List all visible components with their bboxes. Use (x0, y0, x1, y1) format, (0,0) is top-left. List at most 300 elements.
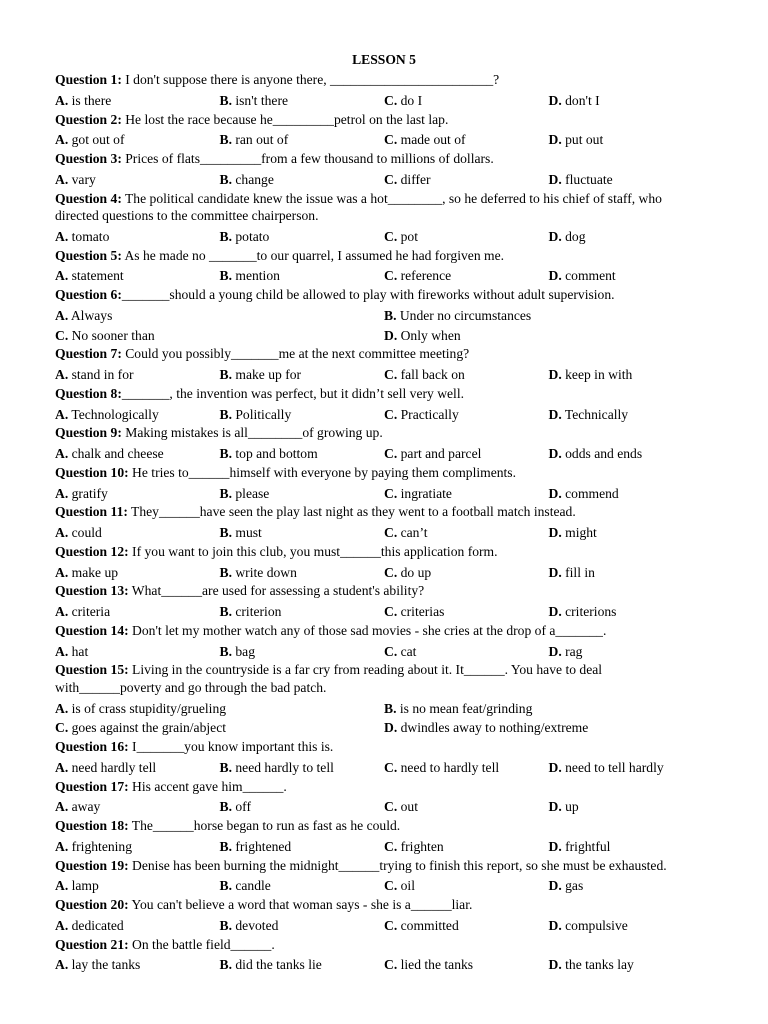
option-text: isn't there (231, 92, 289, 108)
option-text: lied the tanks (397, 957, 474, 973)
question-text: I_______you know important this is. (128, 739, 334, 754)
option-text: tomato (68, 228, 110, 244)
option-text: need to hardly tell (397, 759, 500, 775)
option-text: compulsive (561, 917, 628, 933)
options-row (55, 484, 698, 504)
option-letter: C. (384, 759, 398, 775)
question-text: What______are used for assessing a student's ability? (128, 583, 425, 599)
answer-option (549, 955, 714, 975)
question-stem (55, 247, 698, 267)
options-row (55, 955, 698, 975)
question-block (55, 150, 698, 190)
answer-option (384, 837, 549, 857)
question-text: You can't believe a word that woman says - she is a______liar. (128, 897, 473, 912)
option-letter: D. (548, 604, 562, 619)
answer-option (549, 837, 714, 857)
answer-option (549, 797, 714, 817)
answer-option (55, 602, 220, 622)
question-number: Question 6: (55, 287, 122, 302)
answer-option (220, 758, 385, 778)
answer-option (549, 642, 714, 662)
options-row (55, 797, 698, 817)
question-number: Question 17: (55, 778, 129, 794)
question-block (55, 817, 698, 857)
answer-option (384, 405, 549, 425)
option-letter: B. (219, 406, 232, 422)
option-text: change (231, 171, 274, 187)
answer-option (55, 444, 220, 464)
option-text: candle (231, 878, 271, 894)
option-letter: A. (55, 525, 69, 540)
answer-option (55, 916, 220, 936)
options-row (55, 306, 698, 326)
option-letter: B. (219, 268, 232, 284)
option-text: made out of (397, 132, 466, 148)
option-letter: D. (548, 799, 562, 815)
answer-option (549, 266, 714, 286)
option-text: fall back on (397, 367, 465, 382)
question-stem (55, 622, 698, 642)
question-stem (55, 936, 698, 956)
answer-option (220, 170, 385, 190)
options-row (55, 523, 698, 543)
answer-option (220, 405, 385, 425)
option-letter: A. (55, 643, 69, 659)
option-text: Under no circumstances (396, 307, 532, 323)
option-letter: C. (384, 838, 398, 854)
options-row (55, 91, 698, 111)
question-block (55, 247, 698, 287)
answer-option (220, 365, 385, 385)
option-text: oil (397, 878, 415, 894)
question-text: The political candidate knew the issue was a hot________, so he deferred to his chief of staff, who directed questions to the committee chairperson. (55, 190, 662, 223)
answer-option (384, 718, 713, 738)
answer-option (384, 306, 713, 326)
answer-option (220, 484, 385, 504)
answer-option (55, 484, 220, 504)
answer-option (220, 916, 385, 936)
option-text: rag (561, 643, 583, 659)
options-row (55, 837, 698, 857)
option-text: is there (68, 92, 112, 108)
answer-option (384, 444, 549, 464)
option-text: write down (231, 564, 297, 580)
option-letter: A. (55, 485, 69, 501)
question-text: I don't suppose there is anyone there, ________________________? (121, 72, 500, 87)
option-letter: C. (384, 171, 398, 187)
question-block (55, 424, 698, 464)
question-number: Question 20: (55, 897, 129, 912)
option-letter: D. (548, 564, 562, 580)
question-stem (55, 385, 698, 405)
options-row (55, 563, 698, 583)
answer-option (549, 227, 714, 247)
answer-option (384, 602, 549, 622)
option-letter: B. (219, 878, 232, 894)
option-text: potato (231, 228, 270, 244)
question-number: Question 1: (55, 72, 122, 87)
options-row (55, 365, 698, 385)
answer-option (384, 91, 549, 111)
option-letter: B. (384, 700, 397, 716)
option-letter: C. (384, 367, 398, 382)
options-row (55, 170, 698, 190)
option-letter: C. (384, 643, 398, 659)
answer-option (55, 405, 220, 425)
option-text: gas (561, 878, 584, 894)
answer-option (549, 484, 714, 504)
answer-option (55, 91, 220, 111)
question-block (55, 503, 698, 543)
option-letter: C. (384, 878, 398, 894)
options-row (55, 130, 698, 150)
options-row (55, 642, 698, 662)
answer-option (549, 758, 714, 778)
option-letter: C. (384, 92, 398, 108)
option-text: do I (397, 92, 423, 108)
option-text: fluctuate (561, 171, 613, 187)
option-letter: D. (548, 917, 562, 933)
answer-option (220, 837, 385, 857)
question-block (55, 936, 698, 976)
answer-option (384, 326, 713, 346)
option-letter: A. (55, 957, 69, 973)
option-letter: B. (219, 604, 232, 619)
question-block (55, 543, 698, 583)
option-text: frightening (68, 838, 133, 854)
question-stem (55, 464, 698, 484)
option-text: need to tell hardly (561, 759, 664, 775)
answer-option (384, 266, 549, 286)
answer-option (55, 266, 220, 286)
option-letter: B. (219, 799, 232, 815)
option-text: is of crass stupidity/grueling (68, 700, 227, 716)
question-text: Could you possibly_______me at the next committee meeting? (121, 346, 470, 362)
answer-option (220, 876, 385, 896)
option-letter: C. (384, 957, 398, 973)
question-number: Question 21: (55, 936, 129, 952)
question-block (55, 582, 698, 622)
option-letter: C. (384, 917, 398, 933)
option-text: lay the tanks (68, 957, 141, 973)
question-stem (55, 543, 698, 563)
option-text: top and bottom (231, 446, 318, 461)
option-text: pot (397, 228, 418, 244)
option-letter: B. (219, 367, 232, 382)
option-text: away (68, 799, 101, 815)
answer-option (55, 642, 220, 662)
option-text: Technologically (68, 406, 159, 422)
option-text: fill in (561, 564, 595, 580)
question-stem (55, 71, 698, 91)
option-letter: C. (384, 268, 398, 284)
question-text: If you want to join this club, you must______this application form. (128, 543, 498, 559)
option-text: Politically (231, 406, 292, 422)
option-text: Only when (397, 327, 461, 343)
question-text: On the battle field______. (128, 936, 275, 952)
option-letter: C. (384, 228, 398, 244)
answer-option (220, 523, 385, 543)
option-text: comment (561, 268, 616, 284)
question-block (55, 661, 698, 738)
option-text: off (231, 799, 251, 815)
question-stem (55, 857, 698, 877)
answer-option (549, 916, 714, 936)
option-text: must (231, 525, 262, 540)
option-letter: C. (55, 327, 69, 343)
option-text: make up (68, 564, 119, 580)
option-text: stand in for (68, 367, 134, 382)
answer-option (55, 797, 220, 817)
option-letter: A. (55, 700, 69, 716)
answer-option (549, 523, 714, 543)
question-block (55, 738, 698, 778)
question-text: _______should a young child be allowed to play with fireworks without adult supervision. (121, 287, 615, 302)
option-text: No sooner than (68, 327, 155, 343)
options-row (55, 266, 698, 286)
question-block (55, 111, 698, 151)
question-text: Prices of flats_________from a few thousand to millions of dollars. (121, 151, 494, 166)
option-letter: D. (548, 643, 562, 659)
option-letter: D. (548, 228, 562, 244)
answer-option (384, 955, 549, 975)
option-letter: B. (219, 759, 232, 775)
option-text: might (561, 525, 597, 540)
option-letter: C. (384, 525, 398, 540)
option-text: dedicated (68, 917, 124, 933)
answer-option (55, 365, 220, 385)
question-number: Question 9: (55, 425, 122, 441)
option-letter: D. (548, 268, 562, 284)
answer-option (549, 405, 714, 425)
answer-option (55, 955, 220, 975)
options-row (55, 444, 698, 464)
option-letter: A. (55, 917, 69, 933)
answer-option (220, 227, 385, 247)
option-text: cat (397, 643, 417, 659)
option-text: hat (68, 643, 89, 659)
answer-option (55, 876, 220, 896)
option-text: criteria (68, 604, 111, 619)
option-text: please (231, 485, 270, 501)
option-text: put out (561, 132, 604, 148)
question-text: Don't let my mother watch any of those sad movies - she cries at the drop of a_______. (128, 622, 607, 638)
option-text: chalk and cheese (68, 446, 164, 461)
question-text: Making mistakes is all________of growing up. (121, 425, 383, 441)
answer-option (384, 227, 549, 247)
option-letter: B. (219, 132, 232, 148)
option-letter: B. (219, 228, 232, 244)
question-block (55, 286, 698, 345)
options-row (55, 758, 698, 778)
option-letter: A. (55, 604, 69, 619)
options-row (55, 876, 698, 896)
option-text: differ (397, 171, 431, 187)
answer-option (220, 955, 385, 975)
option-text: odds and ends (561, 446, 643, 461)
option-text: the tanks lay (561, 957, 634, 973)
answer-option (55, 130, 220, 150)
option-letter: D. (548, 838, 562, 854)
answer-option (220, 130, 385, 150)
question-text: They______have seen the play last night as they went to a football match instead. (127, 504, 576, 520)
question-text: _______, the invention was perfect, but it didn’t sell very well. (121, 385, 465, 401)
option-letter: C. (384, 485, 398, 501)
question-stem (55, 738, 698, 758)
question-text: The______horse began to run as fast as he could. (128, 818, 401, 833)
option-letter: A. (55, 367, 69, 382)
question-number: Question 13: (55, 583, 129, 599)
question-block (55, 857, 698, 897)
answer-option (549, 91, 714, 111)
option-text: gratify (68, 485, 108, 501)
option-text: lamp (68, 878, 99, 894)
option-letter: A. (55, 307, 69, 323)
option-letter: B. (219, 957, 232, 973)
option-text: could (68, 525, 102, 540)
option-letter: D. (548, 446, 562, 461)
option-text: is no mean feat/grinding (396, 700, 533, 716)
option-letter: D. (548, 485, 562, 501)
option-text: devoted (231, 917, 279, 933)
option-text: dwindles away to nothing/extreme (397, 720, 589, 736)
question-block (55, 778, 698, 818)
option-letter: D. (384, 327, 398, 343)
option-letter: D. (384, 720, 398, 736)
question-number: Question 16: (55, 739, 129, 754)
answer-option (55, 563, 220, 583)
question-block (55, 464, 698, 504)
answer-option (549, 876, 714, 896)
option-letter: D. (548, 171, 562, 187)
answer-option (549, 365, 714, 385)
option-text: criterions (561, 604, 617, 619)
option-letter: B. (219, 838, 232, 854)
answer-option (55, 326, 384, 346)
option-letter: A. (55, 132, 69, 148)
answer-option (220, 797, 385, 817)
option-text: need hardly to tell (231, 759, 334, 775)
option-text: frighten (397, 838, 444, 854)
option-text: can’t (397, 525, 428, 540)
option-text: criterias (397, 604, 445, 619)
question-text: As he made no _______to our quarrel, I assumed he had forgiven me. (121, 247, 505, 263)
question-stem (55, 424, 698, 444)
option-letter: D. (548, 957, 562, 973)
option-text: statement (68, 268, 124, 284)
question-number: Question 11: (55, 504, 128, 520)
answer-option (384, 130, 549, 150)
question-number: Question 12: (55, 543, 129, 559)
answer-option (549, 602, 714, 622)
answer-option (220, 266, 385, 286)
option-text: up (561, 799, 579, 815)
question-block (55, 896, 698, 936)
options-row (55, 602, 698, 622)
answer-option (55, 227, 220, 247)
question-stem (55, 111, 698, 131)
options-row (55, 326, 698, 346)
option-letter: D. (548, 367, 562, 382)
question-stem (55, 503, 698, 523)
question-list (55, 71, 698, 975)
question-number: Question 18: (55, 818, 129, 833)
question-number: Question 2: (55, 111, 122, 127)
option-letter: C. (384, 446, 398, 461)
options-row (55, 916, 698, 936)
option-text: ran out of (231, 132, 289, 148)
option-text: commend (561, 485, 619, 501)
question-number: Question 10: (55, 464, 129, 480)
option-text: frightened (231, 838, 292, 854)
option-letter: D. (548, 92, 562, 108)
option-text: Technically (561, 406, 629, 422)
answer-option (384, 170, 549, 190)
option-text: reference (397, 268, 452, 284)
answer-option (549, 130, 714, 150)
option-text: Practically (397, 406, 459, 422)
answer-option (549, 563, 714, 583)
option-text: bag (231, 643, 255, 659)
answer-option (55, 523, 220, 543)
option-text: dog (561, 228, 586, 244)
question-stem (55, 582, 698, 602)
option-letter: A. (55, 878, 69, 894)
question-number: Question 8: (55, 385, 122, 401)
option-letter: A. (55, 406, 69, 422)
question-stem (55, 150, 698, 170)
option-text: Always (68, 307, 113, 323)
answer-option (220, 444, 385, 464)
answer-option (55, 699, 384, 719)
option-letter: A. (55, 268, 69, 284)
options-row (55, 699, 698, 719)
option-text: goes against the grain/abject (68, 720, 227, 736)
option-text: did the tanks lie (231, 957, 322, 973)
option-text: make up for (231, 367, 302, 382)
question-number: Question 15: (55, 662, 129, 678)
answer-option (384, 365, 549, 385)
question-stem (55, 190, 698, 227)
question-number: Question 7: (55, 346, 122, 362)
option-letter: C. (384, 132, 398, 148)
option-letter: B. (219, 171, 232, 187)
question-text: Denise has been burning the midnight______trying to finish this report, so she must be exhausted. (128, 857, 667, 873)
question-text: He tries to______himself with everyone by paying them compliments. (128, 464, 516, 480)
answer-option (55, 837, 220, 857)
answer-option (220, 563, 385, 583)
answer-option (384, 523, 549, 543)
question-stem (55, 345, 698, 365)
option-letter: C. (384, 799, 398, 815)
answer-option (384, 876, 549, 896)
answer-option (549, 170, 714, 190)
question-number: Question 14: (55, 622, 129, 638)
answer-option (384, 484, 549, 504)
answer-option (384, 699, 713, 719)
option-text: got out of (68, 132, 125, 148)
question-text: He lost the race because he_________petrol on the last lap. (121, 111, 449, 127)
option-text: committed (397, 917, 459, 933)
option-text: ingratiate (397, 485, 452, 501)
answer-option (220, 642, 385, 662)
question-text: Living in the countryside is a far cry from reading about it. It______. You have to deal with______poverty and go through the bad patch. (55, 662, 603, 695)
question-block (55, 622, 698, 662)
option-text: out (397, 799, 418, 815)
option-text: keep in with (561, 367, 633, 382)
option-letter: A. (55, 92, 69, 108)
option-text: do up (397, 564, 432, 580)
